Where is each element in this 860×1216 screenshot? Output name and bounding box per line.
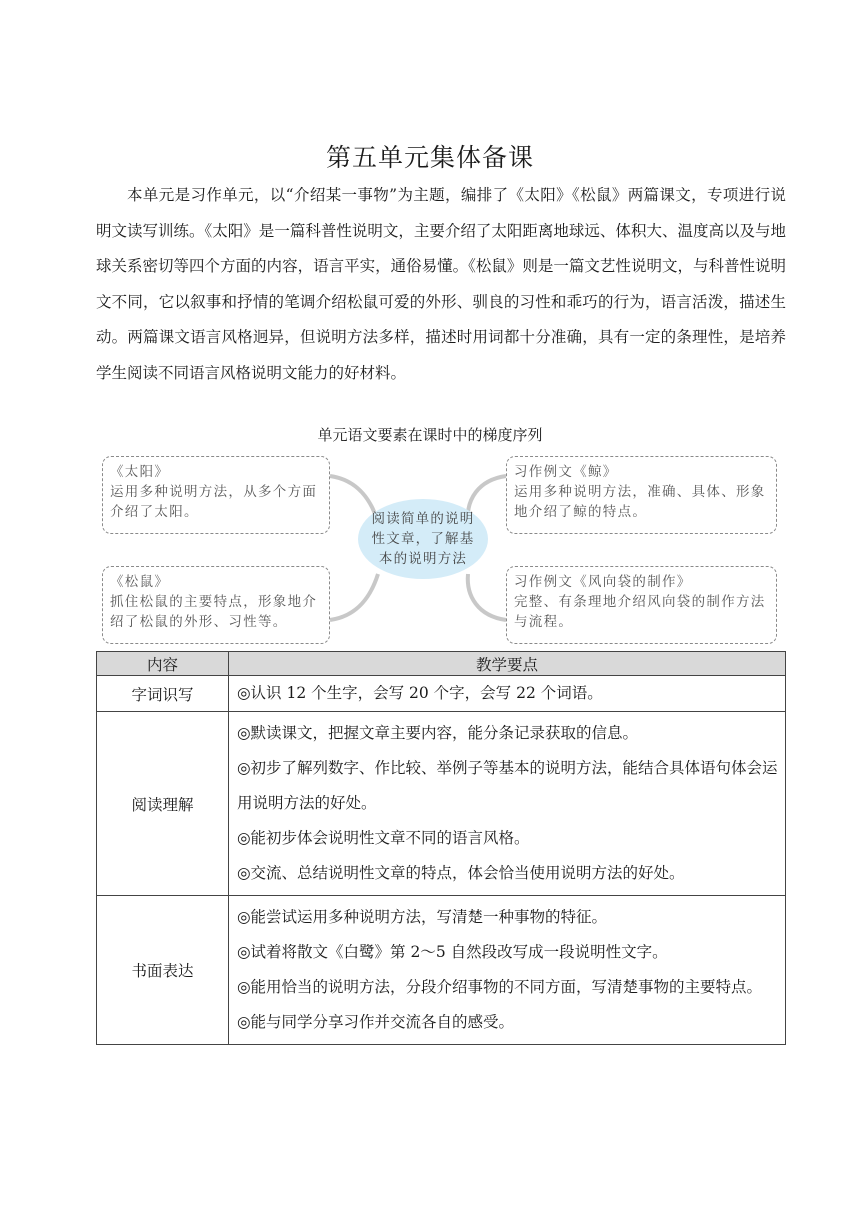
point-item: ◎能初步体会说明性文章不同的语言风格。 [237,829,530,847]
box-body: 运用多种说明方法，从多个方面介绍了太阳。 [110,484,318,520]
box-taiyang [102,456,330,534]
gradient-sequence-diagram [96,450,786,648]
point-item: ◎能尝试运用多种说明方法，写清楚一种事物的特征。 [237,908,608,926]
point-item: ◎能用恰当的说明方法，分段介绍事物的不同方面，写清楚事物的主要特点。 [237,978,763,996]
table-row [97,676,786,712]
row-points [229,676,786,712]
row-points [229,896,786,1045]
box-songshu [102,566,330,644]
intro-paragraph: 本单元是习作单元，以“介绍某一事物”为主题，编排了《太阳》《松鼠》两篇课文，专项进行说明文读写训练。《太阳》是一篇科普性说明文，主要介绍了太阳距离地球远、体积大、温度高以及与地球关系密切等四个方面的内容，语言平实，通俗易懂。《松鼠》则是一篇文艺性说明文，与科普性说明文不同，它以叙事和抒情的笔调介绍松鼠可爱的外形、驯良的习性和乖巧的行为，语言活泼，描述生动。两篇课文语言风格迥异，但说明方法多样，描述时用词都十分准确，具有一定的条理性，是培养学生阅读不同语言风格说明文能力的好材料。 [96,186,786,382]
row-points [229,712,786,896]
point-item: ◎试着将散文《白鹭》第 2～5 自然段改写成一段说明性文字。 [237,943,668,961]
box-body: 完整、有条理地介绍风向袋的制作方法与流程。 [514,594,766,630]
point-item: ◎交流、总结说明性文章的特点，体会恰当使用说明方法的好处。 [237,864,685,882]
box-fengxiangdai [506,566,777,644]
header-content: 内容 [97,652,229,676]
table-header-row [97,652,786,676]
point-item: ◎初步了解列数字、作比较、举例子等基本的说明方法，能结合具体语句体会运用说明方法的好处。 [237,759,778,812]
box-heading: 《松鼠》 [110,574,170,590]
point-item: ◎认识 12 个生字，会写 20 个字，会写 22 个词语。 [237,684,603,702]
box-heading: 《太阳》 [110,464,170,480]
box-heading: 习作例文《鲸》 [514,464,618,480]
table-row [97,712,786,896]
table-row [97,896,786,1045]
point-item: ◎默读课文，把握文章主要内容，能分条记录获取的信息。 [237,724,639,742]
box-body: 抓住松鼠的主要特点，形象地介绍了松鼠的外形、习性等。 [110,594,318,630]
row-category: 字词识写 [97,676,229,712]
teaching-points-table [96,651,786,1045]
diagram-caption: 单元语文要素在课时中的梯度序列 [317,426,543,444]
row-category: 书面表达 [97,896,229,1045]
row-category: 阅读理解 [97,712,229,896]
header-teaching-points: 教学要点 [229,652,786,676]
box-jing [506,456,777,534]
page-title: 第五单元集体备课 [325,143,534,172]
box-body: 运用多种说明方法，准确、具体、形象地介绍了鲸的特点。 [514,484,766,520]
box-heading: 习作例文《风向袋的制作》 [514,574,692,590]
point-item: ◎能与同学分享习作并交流各自的感受。 [237,1013,515,1031]
center-goal-text: 阅读简单的说明性文章，了解基本的说明方法 [371,511,475,567]
center-goal-bubble [358,499,488,579]
